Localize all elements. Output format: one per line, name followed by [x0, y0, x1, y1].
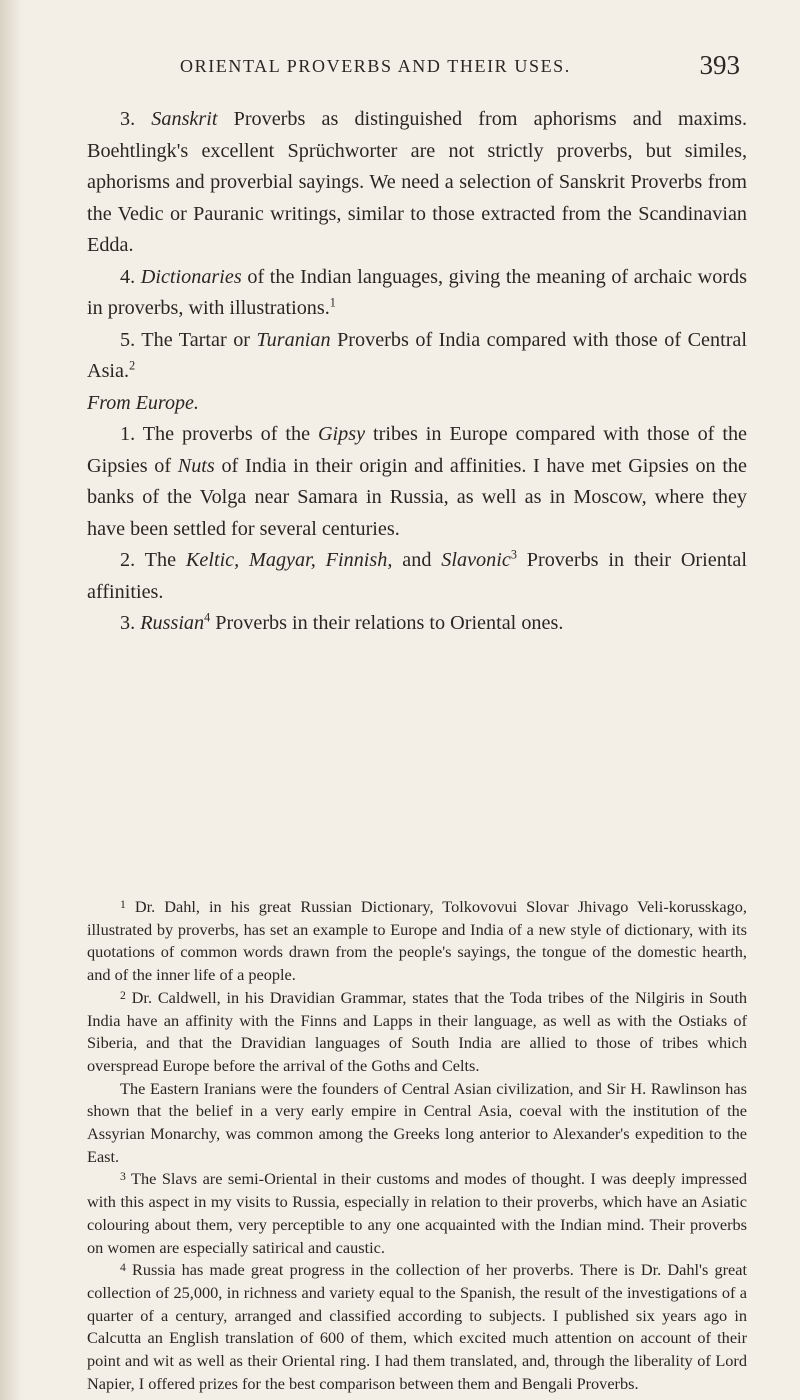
paragraph-sanskrit [87, 104, 747, 262]
italic-term: Slavonic [441, 549, 511, 571]
footnote-marker: 2 [129, 358, 136, 373]
page-edge-shadow [0, 0, 22, 1400]
footnote-marker: 4 [204, 610, 211, 625]
footnote-number: 1 [120, 898, 126, 911]
footnote-number: 2 [120, 988, 126, 1002]
italic-term: Sanskrit [151, 108, 218, 130]
footnote-2 [87, 987, 747, 1078]
paragraph-text: Proverbs in their Oriental affinities. [87, 549, 747, 603]
paragraph-russian [87, 608, 747, 640]
italic-term: Turanian [256, 328, 331, 351]
footnotes [87, 896, 747, 1395]
italic-term: Keltic, Magyar, Finnish, [185, 549, 393, 571]
paragraph-turanian [87, 325, 747, 388]
item-number: 3. [120, 108, 152, 130]
italic-term: Russian [140, 612, 205, 634]
footnote-number: 4 [120, 1261, 126, 1275]
paragraph-text: of India in their origin and affinities. I have met Gipsies on the banks of the Volga near Samara in Russia, as well as in Moscow, where they have been settled for several centuries. [87, 454, 747, 540]
main-text [87, 104, 747, 640]
footnote-4 [87, 1259, 747, 1395]
italic-term: Nuts [177, 454, 215, 477]
page-header [120, 50, 740, 90]
italic-term: Dictionaries [140, 265, 242, 288]
section-heading: From Europe. [87, 391, 199, 414]
footnote-3 [87, 1168, 747, 1259]
footnote-2-continued: The Eastern Iranians were the founders of Central Asian civilization, and Sir H. Rawlinson has shown that the belief in a very early empire in Central Asia, coeval with the institution of the Assyrian Monarchy, was common among the Greeks long anterior to Alexander's expedition to the East. [87, 1078, 747, 1166]
footnote-marker: 3 [510, 547, 517, 562]
paragraph-text: tribes in Europe compared with those of the Gipsies of [87, 423, 747, 477]
paragraph-keltic [87, 545, 747, 608]
paragraph-dictionaries [87, 262, 747, 325]
footnote-text: Dr. Dahl, in his great Russian Dictionary, Tolkovovui Slovar Jhivago Veli-korusskago, illustrated by proverbs, has set an example to Europe and India of a new style of dictionary, with its quotations of common words drawn from the people's sayings, the tongue of the domestic hearth, and of the inner life of a people. [87, 897, 747, 985]
paragraph-text: 5. The Tartar or [120, 328, 257, 351]
paragraph-text: Proverbs in their relations to Oriental ones. [210, 612, 564, 634]
footnote-marker: 1 [329, 295, 336, 310]
footnote-text: Russia has made great progress in the collection of her proverbs. There is Dr. Dahl's great collection of 25,000, in richness and variety equal to the Spanish, the result of the investigations of a quarter of a century, arranged and classified according to subjects. I published six years ago in Calcutta an English translation of 600 of them, which excited much attention on account of their point and wit as well as their Oriental ring. I had them translated, and, through the liberality of Lord Napier, I offered prizes for the best comparison between them and Bengali Proverbs. [87, 1260, 747, 1393]
page-number: 393 [699, 50, 740, 80]
paragraph-text: and [392, 549, 442, 571]
footnote-number: 3 [120, 1170, 126, 1184]
paragraph-text: 3. [120, 612, 141, 634]
paragraph-text: Proverbs as distinguished from aphorisms and maxims. Boehtlingk's excellent Sprüchworter are not strictly proverbs, but similes, aphorisms and proverbial sayings. We need a selection of Sanskrit Proverbs from the Vedic or Pauranic writings, similar to those extracted from the Scandinavian Edda. [87, 108, 748, 256]
item-number: 4. [120, 265, 141, 288]
paragraph-text: of the Indian languages, giving the meaning of archaic words in proverbs, with illustrations. [87, 265, 748, 319]
footnote-1 [87, 896, 747, 987]
running-head: ORIENTAL PROVERBS AND THEIR USES. [180, 56, 571, 76]
paragraph-text: Proverbs of India compared with those of Central Asia. [87, 328, 747, 382]
paragraph-text: 2. The [120, 549, 186, 571]
footnote-text: Dr. Caldwell, in his Dravidian Grammar, states that the Toda tribes of the Nilgiris in South India have an affinity with the Finns and Lapps in their language, as well as with the Ostiaks of Siberia, and that the Dravidian languages of South India are allied to those of tribes which overspread Europe before the arrival of the Goths and Celts. [87, 987, 747, 1075]
paragraph-text: 1. The proverbs of the [120, 423, 318, 445]
footnote-text: The Slavs are semi-Oriental in their customs and modes of thought. I was deeply impressed with this aspect in my visits to Russia, especially in relation to their proverbs, which have an Asiatic colouring about them, very perceptible to any one acquainted with the Indian mind. Their proverbs on women are especially satirical and caustic. [87, 1169, 747, 1257]
paragraph-gipsy [87, 419, 747, 545]
italic-term: Gipsy [317, 423, 366, 445]
